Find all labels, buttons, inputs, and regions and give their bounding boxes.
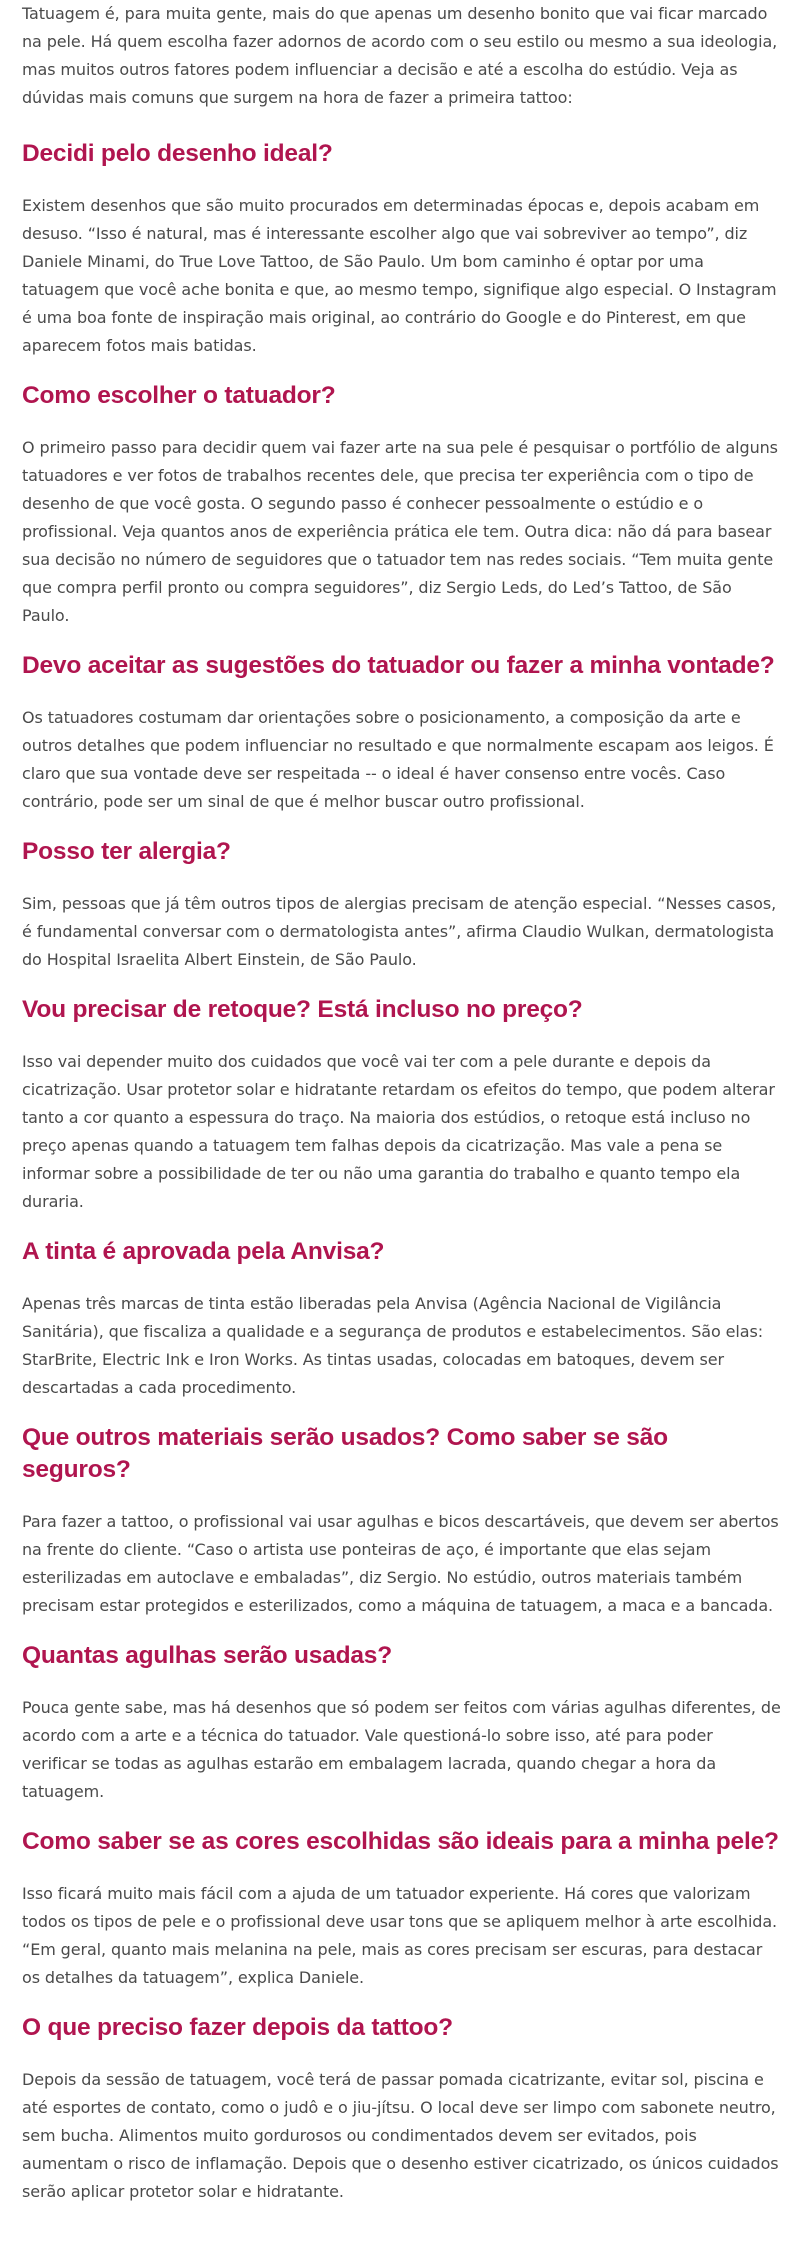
section-heading: Como escolher o tatuador? — [22, 382, 336, 409]
section-paragraph: Depois da sessão de tatuagem, você terá de passar pomada cicatrizante, evitar sol, piscina e até esportes de contato, como o judô e o jiu-jítsu. O local deve ser limpo com sabonete neutro, sem bucha. Alimentos muito gordurosos ou condimentados devem ser evitados, pois aumentam o risco de inflamação. Depois que o desenho estiver cicatrizado, os únicos cuidados serão aplicar protetor solar e hidratante. — [22, 2070, 779, 2201]
section-heading: Devo aceitar as sugestões do tatuador ou fazer a minha vontade? — [22, 652, 775, 679]
section-paragraph: Pouca gente sabe, mas há desenhos que só podem ser feitos com várias agulhas diferentes, de acordo com a arte e a técnica do tatuador. Vale questioná-lo sobre isso, até para poder verificar se todas as agulhas estarão em embalagem lacrada, quando chegar a hora da tatuagem. — [22, 1698, 781, 1801]
section-paragraph: Isso ficará muito mais fácil com a ajuda de um tatuador experiente. Há cores que valorizam todos os tipos de pele e o profissional deve usar tons que se apliquem melhor à arte escolhida. “Em geral, quanto mais melanina na pele, mais as cores precisam ser escuras, para destacar os detalhes da tatuagem”, explica Daniele. — [22, 1884, 778, 1987]
section-heading: Que outros materiais serão usados? Como saber se são seguros? — [22, 1424, 668, 1483]
section-paragraph: Os tatuadores costumam dar orientações sobre o posicionamento, a composição da arte e outros detalhes que podem influenciar no resultado e que normalmente escapam aos leigos. É claro que sua vontade deve ser respeitada -- o ideal é haver consenso entre vocês. Caso contrário, pode ser um sinal de que é melhor buscar outro profissional. — [22, 708, 774, 811]
section-heading: A tinta é aprovada pela Anvisa? — [22, 1238, 385, 1265]
section-paragraph: O primeiro passo para decidir quem vai fazer arte na sua pele é pesquisar o portfólio de alguns tatuadores e ver fotos de trabalhos recentes dele, que precisa ter experiência com o tipo de desenho de que você gosta. O segundo passo é conhecer pessoalmente o estúdio e o profissional. Veja quantos anos de experiência prática ele tem. Outra dica: não dá para basear sua decisão no número de seguidores que o tatuador tem nas redes sociais. “Tem muita gente que compra perfil pronto ou compra seguidores”, diz Sergio Leds, do Led’s Tattoo, de São Paulo. — [22, 438, 778, 625]
intro-paragraph: Tatuagem é, para muita gente, mais do que apenas um desenho bonito que vai ficar marcado na pele. Há quem escolha fazer adornos de acordo com o seu estilo ou mesmo a sua ideologia, mas muitos outros fatores podem influenciar a decisão e até a escolha do estúdio. Veja as dúvidas mais comuns que surgem na hora de fazer a primeira tattoo: — [22, 4, 778, 107]
section-heading: Como saber se as cores escolhidas são ideais para a minha pele? — [22, 1828, 779, 1855]
section-heading: Vou precisar de retoque? Está incluso no preço? — [22, 996, 583, 1023]
section-paragraph: Sim, pessoas que já têm outros tipos de alergias precisam de atenção especial. “Nesses casos, é fundamental conversar com o dermatologista antes”, afirma Claudio Wulkan, dermatologista do Hospital Israelita Albert Einstein, de São Paulo. — [22, 894, 777, 969]
section-paragraph: Existem desenhos que são muito procurados em determinadas épocas e, depois acabam em desuso. “Isso é natural, mas é interessante escolher algo que vai sobreviver ao tempo”, diz Daniele Minami, do True Love Tattoo, de São Paulo. Um bom caminho é optar por uma tatuagem que você ache bonita e que, ao mesmo tempo, signifique algo especial. O Instagram é uma boa fonte de inspiração mais original, ao contrário do Google e do Pinterest, em que aparecem fotos mais batidas. — [22, 196, 777, 355]
section-paragraph: Apenas três marcas de tinta estão liberadas pela Anvisa (Agência Nacional de Vigilância Sanitária), que fiscaliza a qualidade e a segurança de produtos e estabelecimentos. São elas: StarBrite, Electric Ink e Iron Works. As tintas usadas, colocadas em batoques, devem ser descartadas a cada procedimento. — [22, 1294, 763, 1397]
section-heading: Quantas agulhas serão usadas? — [22, 1642, 393, 1669]
section-paragraph: Isso vai depender muito dos cuidados que você vai ter com a pele durante e depois da cicatrização. Usar protetor solar e hidratante retardam os efeitos do tempo, que podem alterar tanto a cor quanto a espessura do traço. Na maioria dos estúdios, o retoque está incluso no preço apenas quando a tatuagem tem falhas depois da cicatrização. Mas vale a pena se informar sobre a possibilidade de ter ou não uma garantia do trabalho e quanto tempo ela duraria. — [22, 1052, 775, 1211]
section-paragraph: Para fazer a tattoo, o profissional vai usar agulhas e bicos descartáveis, que devem ser abertos na frente do cliente. “Caso o artista use ponteiras de aço, é importante que elas sejam esterilizadas em autoclave e embaladas”, diz Sergio. No estúdio, outros materiais também precisam estar protegidos e esterilizados, como a máquina de tatuagem, a maca e a bancada. — [22, 1512, 779, 1615]
section-heading: O que preciso fazer depois da tattoo? — [22, 2014, 453, 2041]
section-heading: Posso ter alergia? — [22, 838, 231, 865]
section-heading: Decidi pelo desenho ideal? — [22, 140, 333, 167]
